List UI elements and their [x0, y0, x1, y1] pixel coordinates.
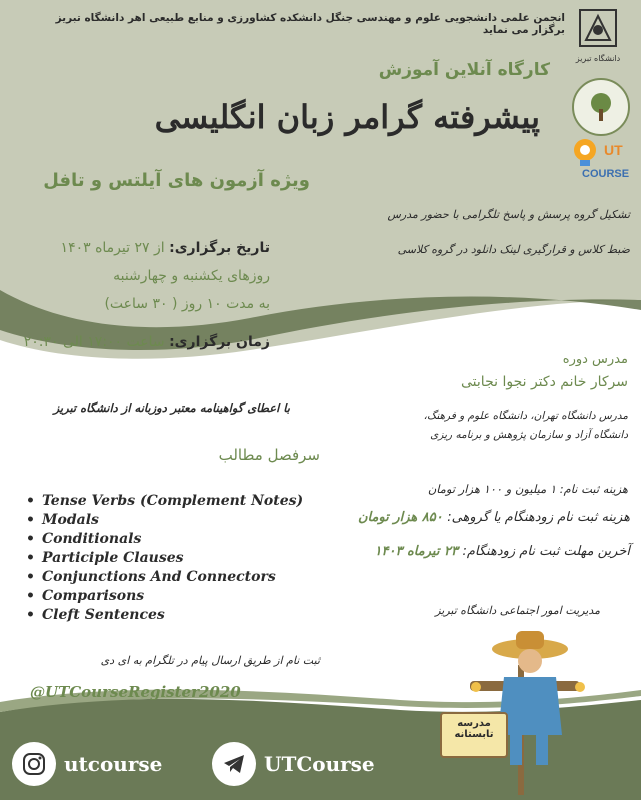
time-value: ساعت ۱۷:۰۰ الی ۲۰:۳۰ — [23, 334, 170, 350]
title-kicker: کارگاه آنلاین آموزش — [378, 60, 550, 80]
ut-course-logo — [568, 136, 634, 186]
feature-item: ضبط کلاس و قرارگیری لینک دانلود در گروه کلاسی — [397, 243, 630, 256]
instagram-icon — [12, 742, 56, 786]
topic-item: • Conditionals — [26, 530, 326, 549]
topic-item: • Cleft Sentences — [26, 606, 326, 625]
telegram-handle: UTCourse — [264, 752, 375, 776]
deadline-label: آخرین مهلت ثبت نام زودهنگام: — [462, 544, 630, 559]
sign-line-1: مدرسه — [457, 718, 491, 729]
topics-list — [26, 492, 326, 625]
telegram-icon — [212, 742, 256, 786]
organizers-text: انجمن علمی دانشجویی علوم و مهندسی جنگل دانشکده کشاورزی و منابع طبیعی اهر دانشگاه تبریز برگزار می نماید — [55, 12, 565, 36]
forestry-society-logo — [572, 78, 630, 136]
feature-item: تشکیل گروه پرسش و پاسخ تلگرامی با حضور مدرس — [387, 208, 630, 221]
topic-item: • Tense Verbs (Complement Notes) — [26, 492, 326, 511]
fee-text: هزینه ثبت نام: ۱ میلیون و ۱۰۰ هزار تومان — [427, 482, 628, 496]
topic-item: • Comparisons — [26, 587, 326, 606]
sponsor-text: مدیریت امور اجتماعی دانشگاه تبریز — [435, 604, 600, 617]
instructor-bio: مدرس دانشگاه تهران، دانشگاه علوم و فرهنگ، — [423, 410, 628, 422]
lightbulb-icon — [568, 136, 602, 170]
time-line — [20, 334, 270, 350]
registration-note: ثبت نام از طریق ارسال پیام در تلگرام به ای دی — [100, 654, 320, 667]
university-logo-label: دانشگاه تبریز — [575, 54, 621, 63]
certificate-text: با اعطای گواهینامه معتبر دوزبانه از دانشگاه تبریز — [53, 401, 290, 415]
topic-item: • Participle Clauses — [26, 549, 326, 568]
duration-text: به مدت ۱۰ روز ( ۳۰ ساعت) — [104, 296, 270, 312]
instructor-bio: دانشگاه آزاد و سازمان پژوهش و برنامه ریزی — [430, 429, 628, 441]
date-line — [20, 240, 270, 256]
university-emblem-icon — [576, 6, 620, 50]
instagram-link[interactable] — [12, 742, 162, 786]
telegram-handle-link[interactable]: @UTCourseRegister2020 — [30, 683, 241, 701]
sign-line-2: تابستانه — [454, 729, 494, 740]
title-subtitle: ویژه آزمون های آیلتس و تافل — [43, 170, 310, 191]
instagram-handle: utcourse — [64, 752, 163, 776]
university-logo — [570, 6, 626, 70]
instructor-heading: مدرس دوره — [562, 352, 628, 367]
syllabus-heading: سرفصل مطالب — [218, 446, 320, 464]
date-label: تاریخ برگزاری: — [169, 240, 270, 256]
date-value: از ۲۷ تیرماه ۱۴۰۳ — [60, 240, 170, 256]
deadline-value: ۲۳ تیرماه ۱۴۰۳ — [374, 544, 463, 559]
telegram-link[interactable] — [212, 742, 375, 786]
instructor-name: سرکار خانم دکتر نجوا نجابتی — [461, 374, 628, 390]
early-fee-value: ۸۵۰ هزار تومان — [357, 510, 448, 525]
tree-icon — [583, 89, 619, 125]
early-fee-label: هزینه ثبت نام زودهنگام یا گروهی: — [447, 510, 630, 525]
deadline-line — [300, 544, 630, 559]
topic-item: • Modals — [26, 511, 326, 530]
time-label: زمان برگزاری: — [169, 334, 270, 350]
topic-item: • Conjunctions And Connectors — [26, 568, 326, 587]
summer-school-sign — [440, 712, 508, 758]
days-text: روزهای یکشنبه و چهارشنبه — [113, 268, 270, 284]
ut-course-sub: COURSE — [582, 168, 630, 180]
early-fee-line — [300, 510, 630, 525]
scarecrow-illustration — [440, 625, 610, 795]
main-title: پیشرفته گرامر زبان انگلیسی — [154, 98, 540, 136]
ut-brand: UT — [604, 142, 623, 158]
